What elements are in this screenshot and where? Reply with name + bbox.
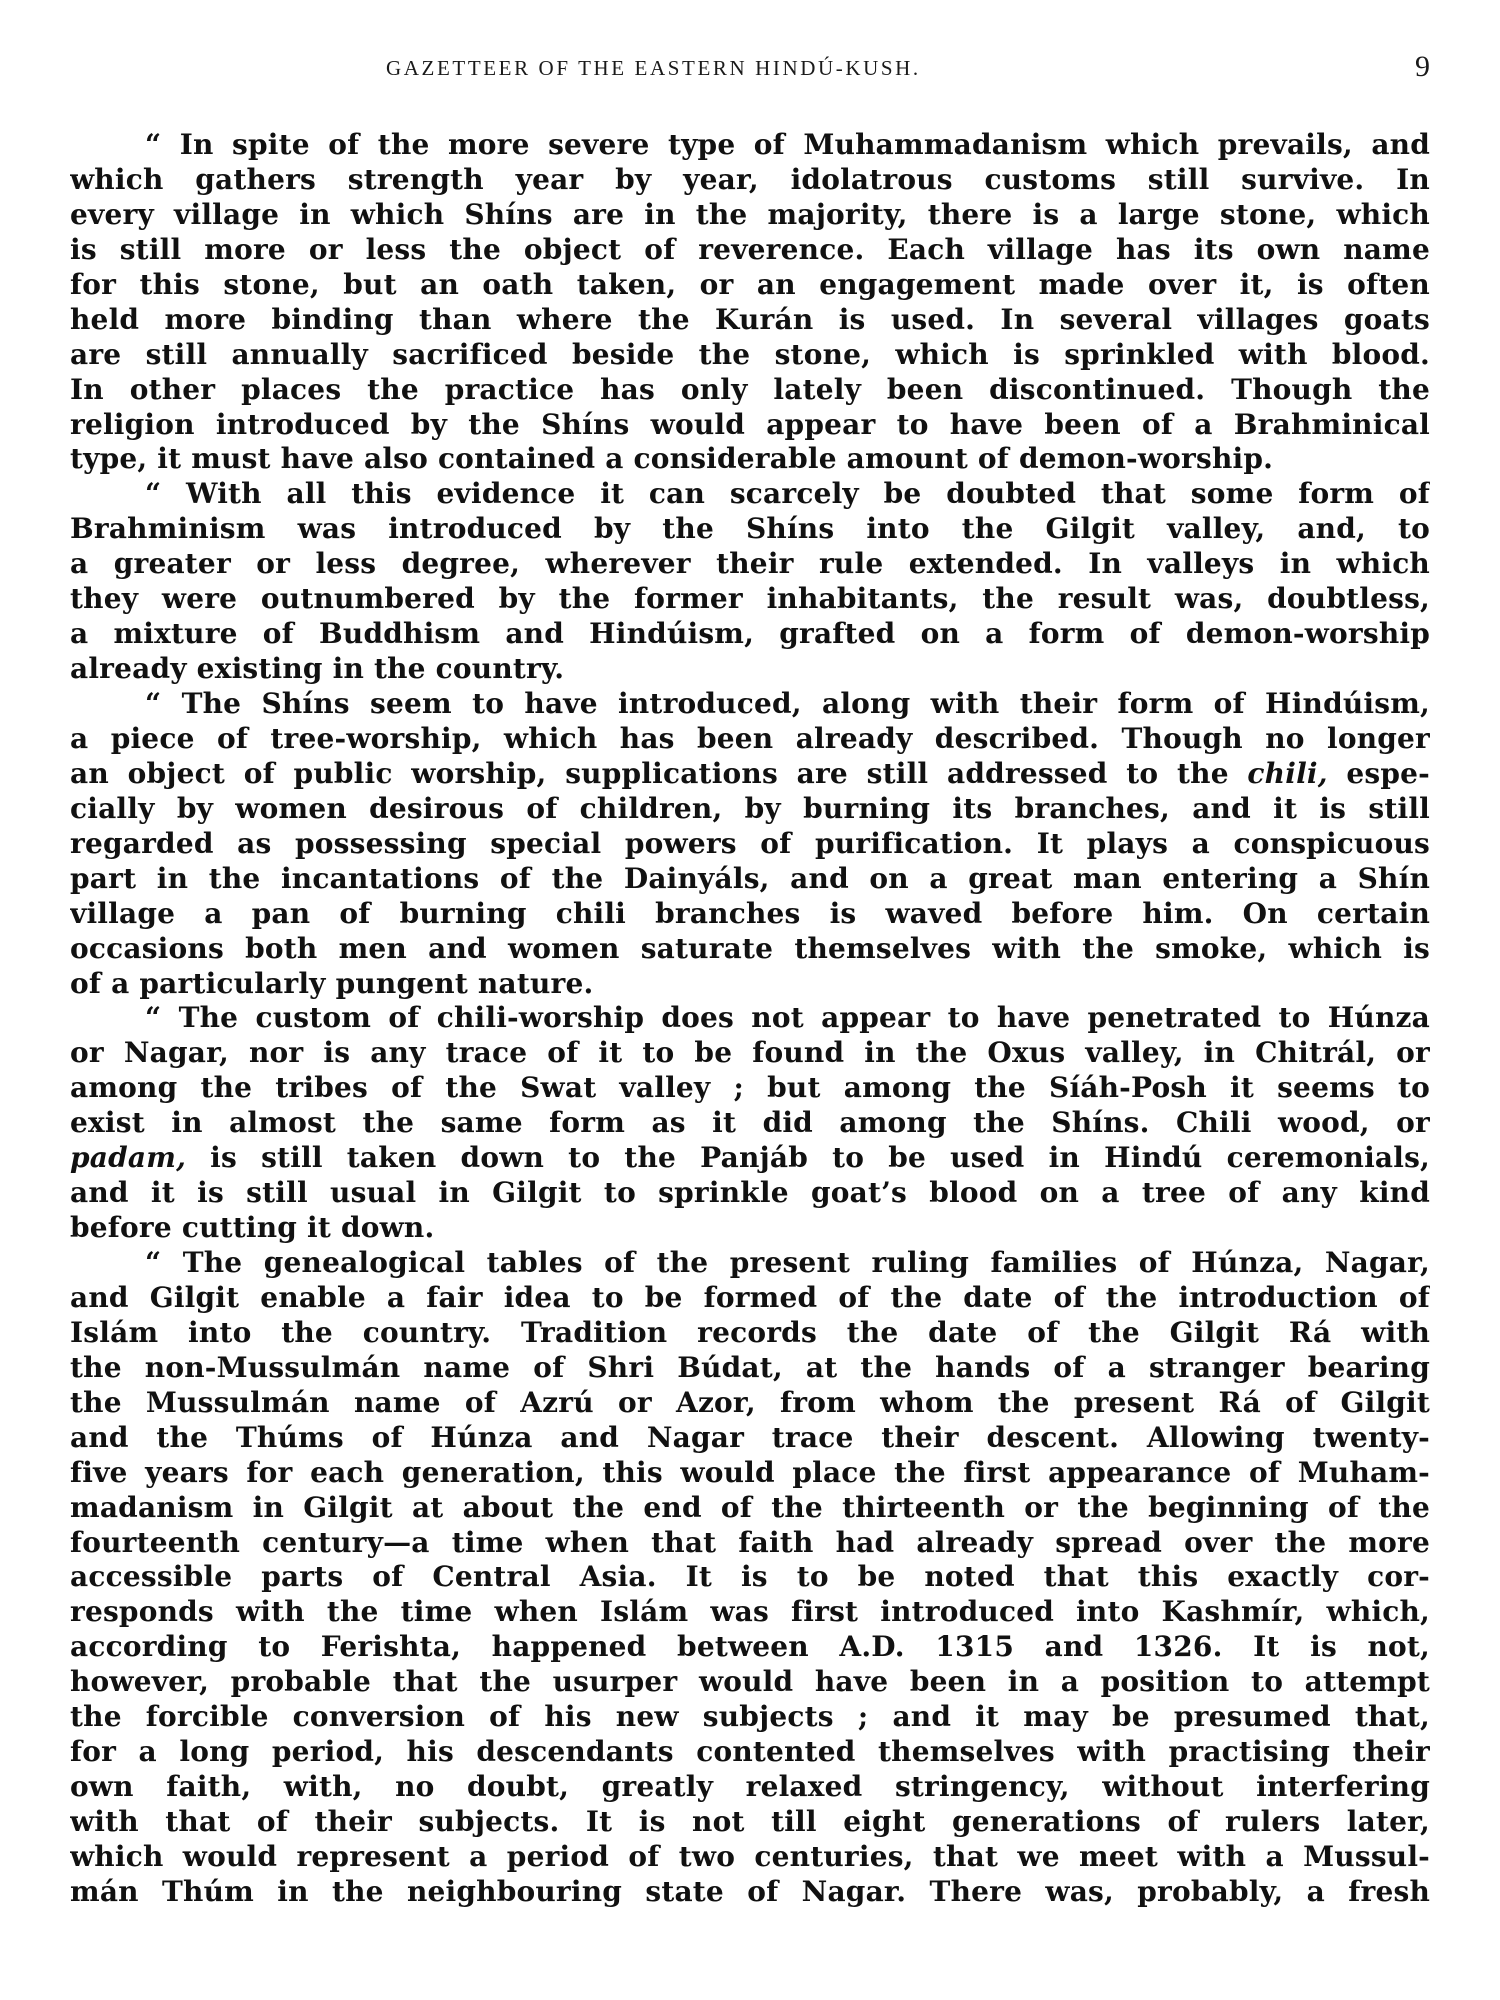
text-line: a mixture of Buddhism and Hindúism, grafted on a form of demon-worship [70, 617, 1430, 651]
text-line: Brahminism was introduced by the Shíns into the Gilgit valley, and, to [70, 512, 1430, 546]
text-line: occasions both men and women saturate themselves with the smoke, which is [70, 931, 1430, 965]
text-line: madanism in Gilgit at about the end of the thirteenth or the beginning of the [70, 1490, 1430, 1524]
text-line: before cutting it down. [70, 1211, 435, 1245]
text-line: the non-Mussulmán name of Shri Búdat, at the hands of a stranger bearing [70, 1350, 1430, 1384]
text-line: fourteenth century—a time when that faith had already spread over the more [70, 1525, 1430, 1559]
text-line: and the Thúms of Húnza and Nagar trace their descent. Allowing twenty- [70, 1420, 1430, 1454]
page-number: 9 [1415, 50, 1430, 83]
text-line: every village in which Shíns are in the majority, there is a large stone, which [70, 197, 1430, 231]
text-line: responds with the time when Islám was first introduced into Kashmír, which, [70, 1595, 1430, 1629]
text-line: of a particularly pungent nature. [70, 966, 594, 1000]
text-line: “ The genealogical tables of the present ruling families of Húnza, Nagar, [145, 1246, 1430, 1279]
body-text [70, 128, 1430, 1910]
text-line: already existing in the country. [70, 652, 565, 686]
text-line: a greater or less degree, wherever their rule extended. In valleys in which [70, 547, 1430, 581]
paragraph [70, 128, 1430, 477]
text-line: are still annually sacrificed beside the stone, which is sprinkled with blood. [70, 337, 1430, 371]
text-line: among the tribes of the Swat valley ; but among the Síáh-Posh it seems to [70, 1071, 1430, 1105]
text-line: “ In spite of the more severe type of Muhammadanism which prevails, and [145, 128, 1430, 161]
text-line: and it is still usual in Gilgit to sprinkle goat’s blood on a tree of any kind [70, 1176, 1430, 1210]
text-line: village a pan of burning chili branches is waved before him. On certain [70, 896, 1430, 930]
text-line: the forcible conversion of his new subjects ; and it may be presumed that, [70, 1700, 1430, 1734]
text-line: “ The Shíns seem to have introduced, along with their form of Hindúism, [145, 687, 1430, 720]
paragraph [70, 687, 1430, 1001]
paragraph [70, 1001, 1430, 1246]
text-line: according to Ferishta, happened between A.D. 1315 and 1326. It is not, [70, 1630, 1430, 1664]
running-title: GAZETTEER OF THE EASTERN HINDÚ-KUSH. [386, 56, 921, 80]
text-line: for a long period, his descendants contented themselves with practising their [70, 1735, 1430, 1769]
text-line: with that of their subjects. It is not till eight generations of rulers later, [70, 1805, 1430, 1838]
text-line: regarded as possessing special powers of purification. It plays a conspicuous [70, 826, 1430, 860]
text-line: which gathers strength year by year, idolatrous customs still survive. In [70, 162, 1430, 196]
text-line: In other places the practice has only lately been discontinued. Though the [70, 372, 1430, 406]
text-line: the Mussulmán name of Azrú or Azor, from whom the present Rá of Gilgit [70, 1385, 1430, 1419]
text-line: is still more or less the object of reverence. Each village has its own name [70, 232, 1430, 266]
text-line: cially by women desirous of children, by burning its branches, and it is still [70, 791, 1430, 825]
text-line: or Nagar, nor is any trace of it to be found in the Oxus valley, in Chitrál, or [70, 1036, 1430, 1070]
text-line: and Gilgit enable a fair idea to be formed of the date of the introduction of [70, 1280, 1430, 1314]
text-line: “ With all this evidence it can scarcely be doubted that some form of [145, 477, 1430, 511]
text-line: however, probable that the usurper would have been in a position to attempt [70, 1665, 1430, 1699]
paragraph [70, 477, 1430, 687]
text-line: exist in almost the same form as it did among the Shíns. Chili wood, or [70, 1106, 1430, 1140]
text-line: a piece of tree-worship, which has been already described. Though no longer [70, 721, 1430, 755]
text-line: for this stone, but an oath taken, or an engagement made over it, is often [70, 267, 1430, 301]
text-line: own faith, with, no doubt, greatly relaxed stringency, without interfering [70, 1770, 1430, 1804]
text-line: five years for each generation, this would place the first appearance of Muham- [70, 1455, 1430, 1489]
paragraph [70, 1246, 1430, 1910]
text-line: religion introduced by the Shíns would appear to have been of a Brahminical [70, 407, 1430, 441]
text-line: part in the incantations of the Dainyáls, and on a great man entering a Shín [70, 861, 1430, 895]
text-line: mán Thúm in the neighbouring state of Nagar. There was, probably, a fresh [70, 1874, 1430, 1908]
text-line: accessible parts of Central Asia. It is to be noted that this exactly cor- [70, 1560, 1430, 1594]
text-line: “ The custom of chili-worship does not appear to have penetrated to Húnza [145, 1001, 1430, 1035]
text-line: held more binding than where the Kurán is used. In several villages goats [70, 302, 1430, 336]
text-line: which would represent a period of two centuries, that we meet with a Mussul- [70, 1839, 1430, 1873]
text-line: they were outnumbered by the former inhabitants, the result was, doubtless, [70, 582, 1430, 616]
text-line: padam, is still taken down to the Panjáb to be used in Hindú ceremonials, [70, 1141, 1430, 1175]
text-line: type, it must have also contained a considerable amount of demon-worship. [70, 442, 1274, 476]
text-line: Islám into the country. Tradition records the date of the Gilgit Rá with [70, 1315, 1430, 1349]
text-line: an object of public worship, supplications are still addressed to the chili, espe- [70, 756, 1430, 790]
